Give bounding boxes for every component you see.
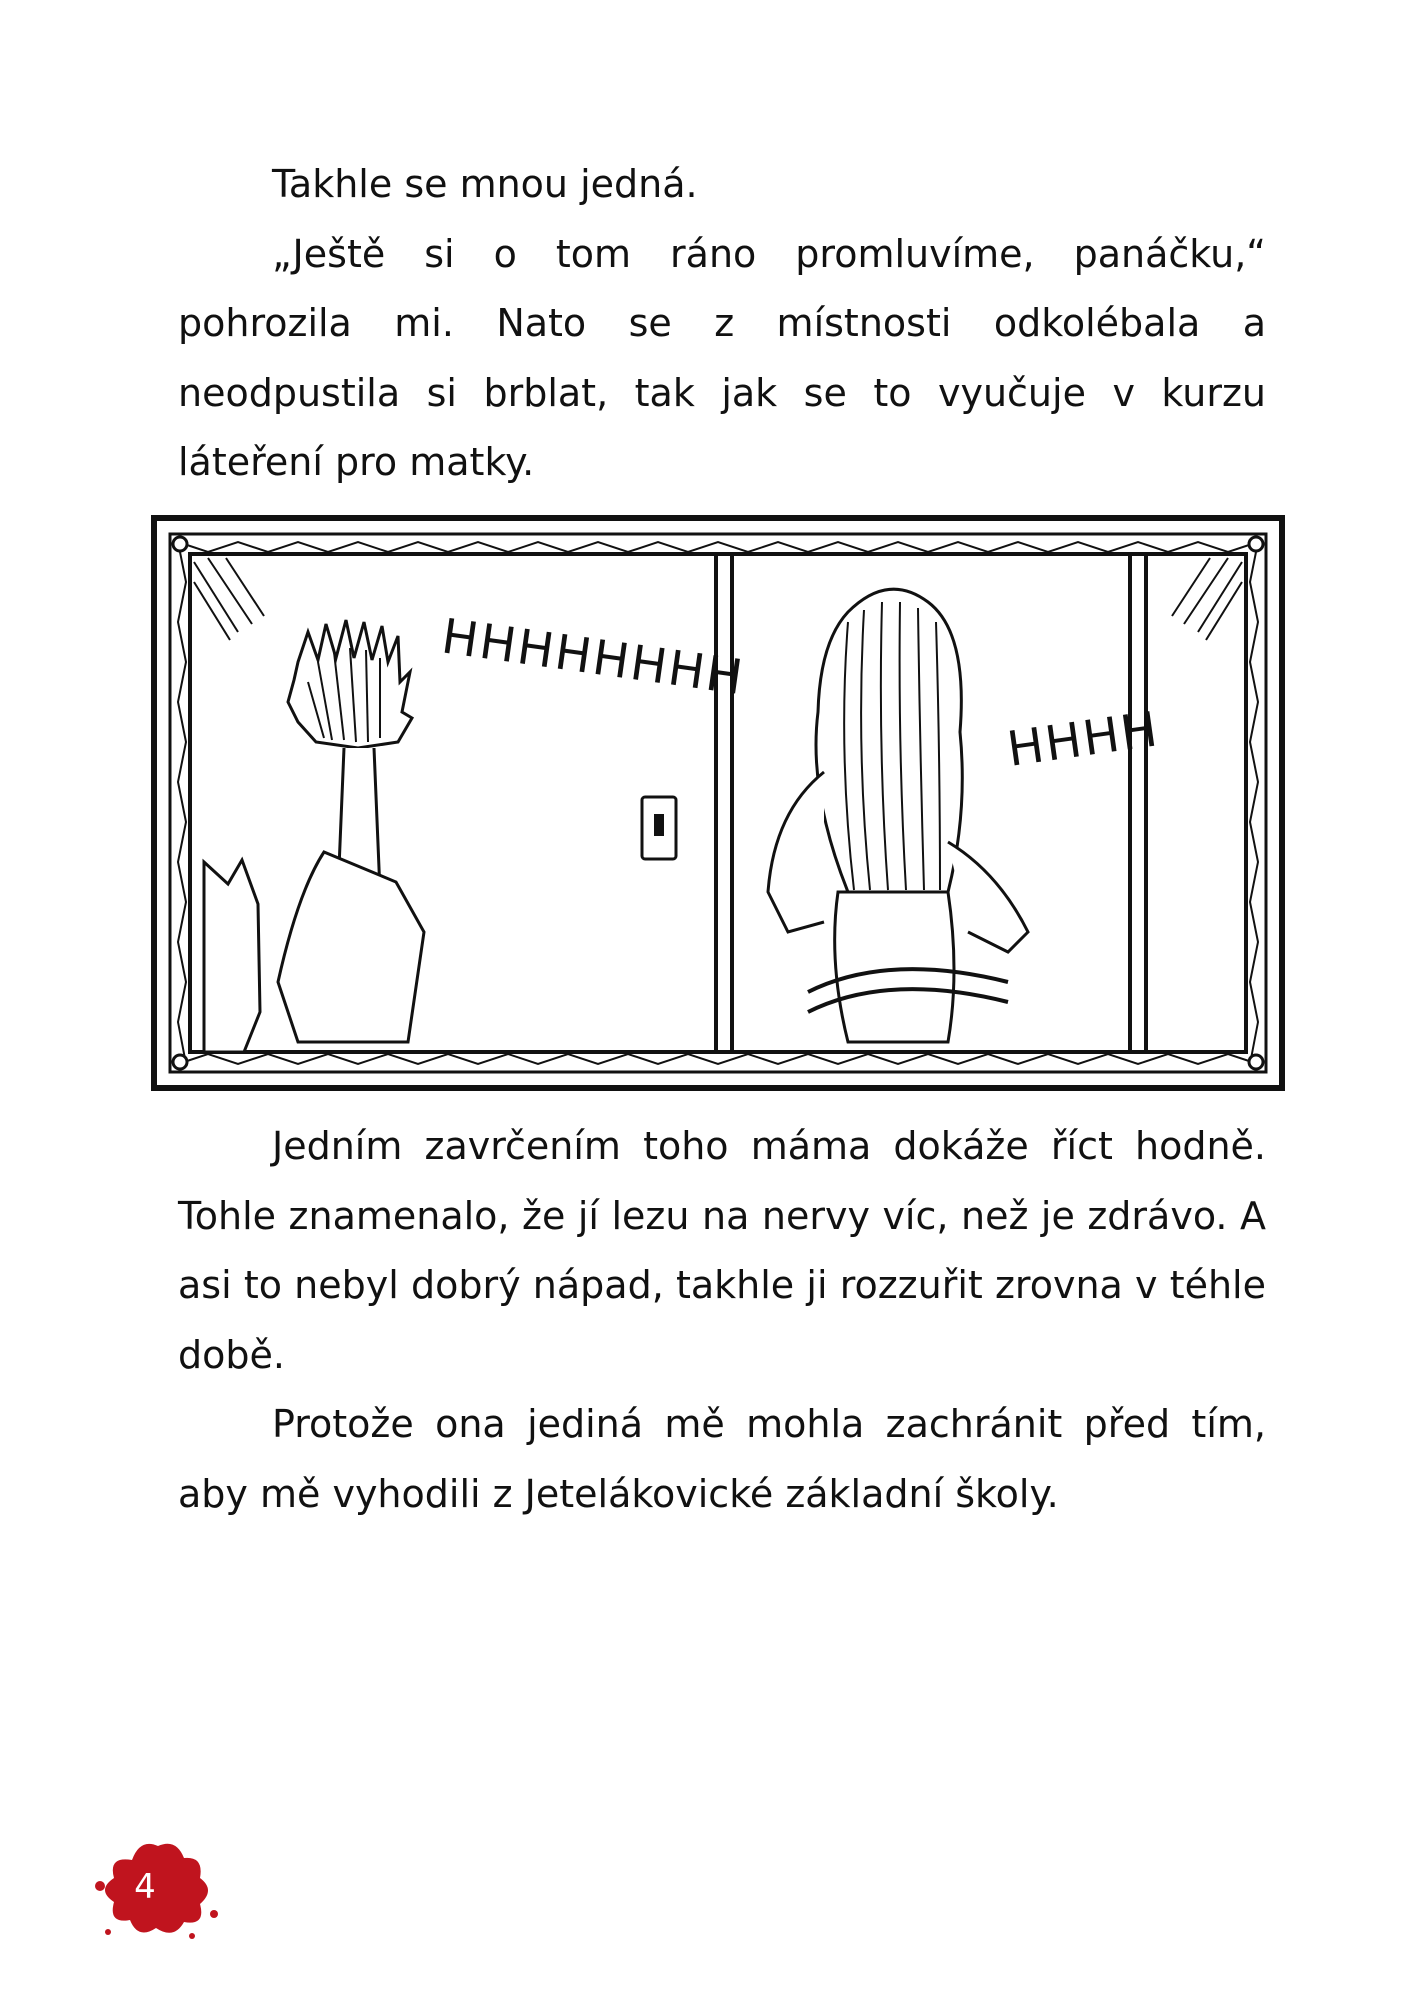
frame-zigzag-top <box>178 542 1258 552</box>
frame-zigzag-right <box>1250 542 1258 1064</box>
text-block-bottom <box>178 1112 1266 1529</box>
sound-effect-text: HHHH <box>1003 701 1163 778</box>
comic-illustration <box>148 512 1288 1094</box>
sound-effect-text: HHHHHHHH <box>438 608 748 707</box>
frame-zigzag-left <box>178 542 186 1064</box>
paragraph: Takhle se mnou jedná. <box>272 162 698 206</box>
paragraph: Protože ona jediná mě mohla zachránit před tím, aby mě vyhodili z Jetelákovické základní školy. <box>178 1402 1266 1516</box>
paragraph: Jedním zavrčením toho máma dokáže říct hodně. Tohle znamenalo, že jí lezu na nervy víc, než je zdrávo. A asi to nebyl dobrý nápad, takhle ji rozzuřit zrovna v téhle době. <box>178 1124 1266 1377</box>
text-block-top <box>178 150 1266 498</box>
page-number: 4 <box>134 1867 156 1907</box>
paragraph: „Ještě si o tom ráno promluvíme, panáčku,“ pohrozila mi. Nato se z místnosti odkolébala a neodpustila si brblat, tak jak se to vyučuje v kurzu láteření pro matky. <box>178 231 1266 484</box>
frame-zigzag-bottom <box>178 1054 1258 1064</box>
